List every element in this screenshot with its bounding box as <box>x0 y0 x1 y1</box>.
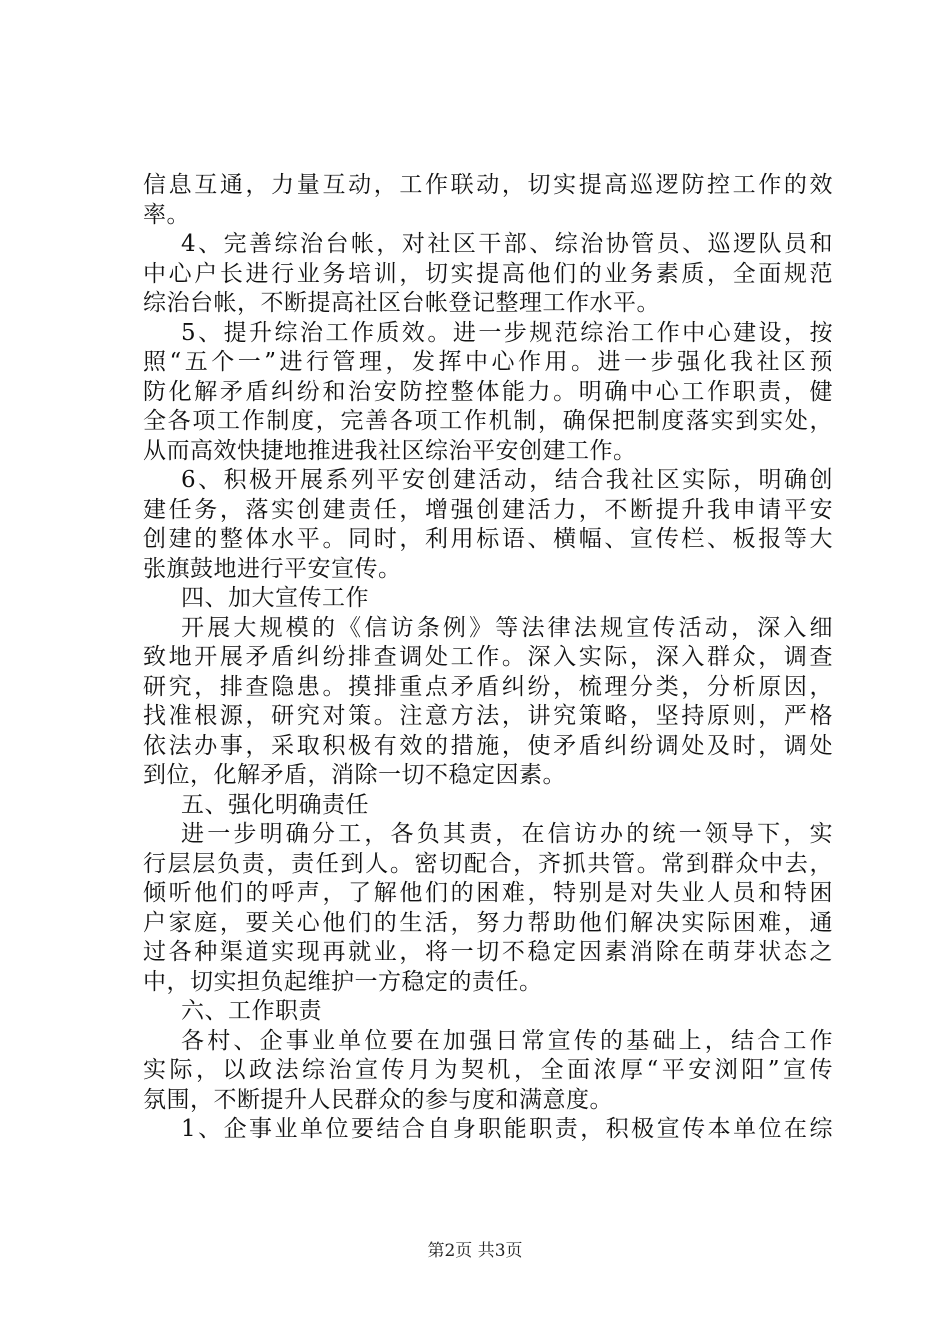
text-line: 1、企事业单位要结合自身职能职责，积极宣传本单位在综 <box>181 1116 833 1142</box>
text-line: 防化解矛盾纠纷和治安防控整体能力。明确中心工作职责，健 <box>143 378 833 405</box>
text-line: 四、加大宣传工作 <box>181 585 369 611</box>
text-line: 户家庭，要关心他们的生活，努力帮助他们解决实际困难，通 <box>143 909 833 936</box>
text-line: 建任务，落实创建责任，增强创建活力，不断提升我申请平安 <box>143 496 833 523</box>
text-line: 创建的整体水平。同时，利用标语、横幅、宣传栏、板报等大 <box>143 526 833 552</box>
text-line: 进一步明确分工，各负其责，在信访办的统一领导下，实 <box>181 821 833 847</box>
text-line: 六、工作职责 <box>181 998 322 1024</box>
text-line: 开展大规模的《信访条例》等法律法规宣传活动，深入细 <box>181 614 833 641</box>
text-line: 中心户长进行业务培训，切实提高他们的业务素质，全面规范 <box>143 260 833 287</box>
text-line: 五、强化明确责任 <box>181 791 369 818</box>
text-line: 依法办事，采取积极有效的措施，使矛盾纠纷调处及时，调处 <box>143 732 833 759</box>
text-line: 倾听他们的呼声，了解他们的困难，特别是对失业人员和特困 <box>143 880 833 906</box>
text-line: 从而高效快捷地推进我社区综治平安创建工作。 <box>143 437 637 464</box>
text-line: 致地开展矛盾纠纷排查调处工作。深入实际，深入群众，调查 <box>143 644 833 670</box>
text-line: 6、积极开展系列平安创建活动，结合我社区实际，明确创 <box>181 467 833 493</box>
text-line: 照“五个一”进行管理，发挥中心作用。进一步强化我社区预 <box>143 349 833 375</box>
text-line: 行层层负责，责任到人。密切配合，齐抓共管。常到群众中去， <box>143 850 833 877</box>
page-footer: 第2页 共3页 <box>427 1241 523 1261</box>
text-line: 氛围，不断提升人民群众的参与度和满意度。 <box>143 1086 613 1113</box>
text-line: 全各项工作制度，完善各项工作机制，确保把制度落实到实处， <box>143 408 833 434</box>
text-line: 找准根源，研究对策。注意方法，讲究策略，坚持原则，严格 <box>143 703 833 729</box>
text-line: 综治台帐，不断提高社区台帐登记整理工作水平。 <box>143 290 660 316</box>
text-line: 各村、企事业单位要在加强日常宣传的基础上，结合工作 <box>181 1027 833 1054</box>
text-line: 实际，以政法综治宣传月为契机，全面浓厚“平安浏阳”宣传 <box>143 1057 833 1083</box>
text-line: 中，切实担负起维护一方稳定的责任。 <box>143 968 543 995</box>
text-line: 张旗鼓地进行平安宣传。 <box>143 555 402 582</box>
text-line: 过各种渠道实现再就业，将一切不稳定因素消除在萌芽状态之 <box>143 939 833 965</box>
document-body <box>143 171 833 1145</box>
text-line: 4、完善综治台帐，对社区干部、综治协管员、巡逻队员和 <box>181 231 833 257</box>
text-line: 研究，排查隐患。摸排重点矛盾纠纷，梳理分类，分析原因， <box>143 673 833 700</box>
text-line: 5、提升综治工作质效。进一步规范综治工作中心建设，按 <box>181 319 833 346</box>
text-line: 率。 <box>143 201 190 228</box>
text-line: 到位，化解矛盾，消除一切不稳定因素。 <box>143 762 566 788</box>
text-line: 信息互通，力量互动，工作联动，切实提高巡逻防控工作的效 <box>143 172 833 198</box>
